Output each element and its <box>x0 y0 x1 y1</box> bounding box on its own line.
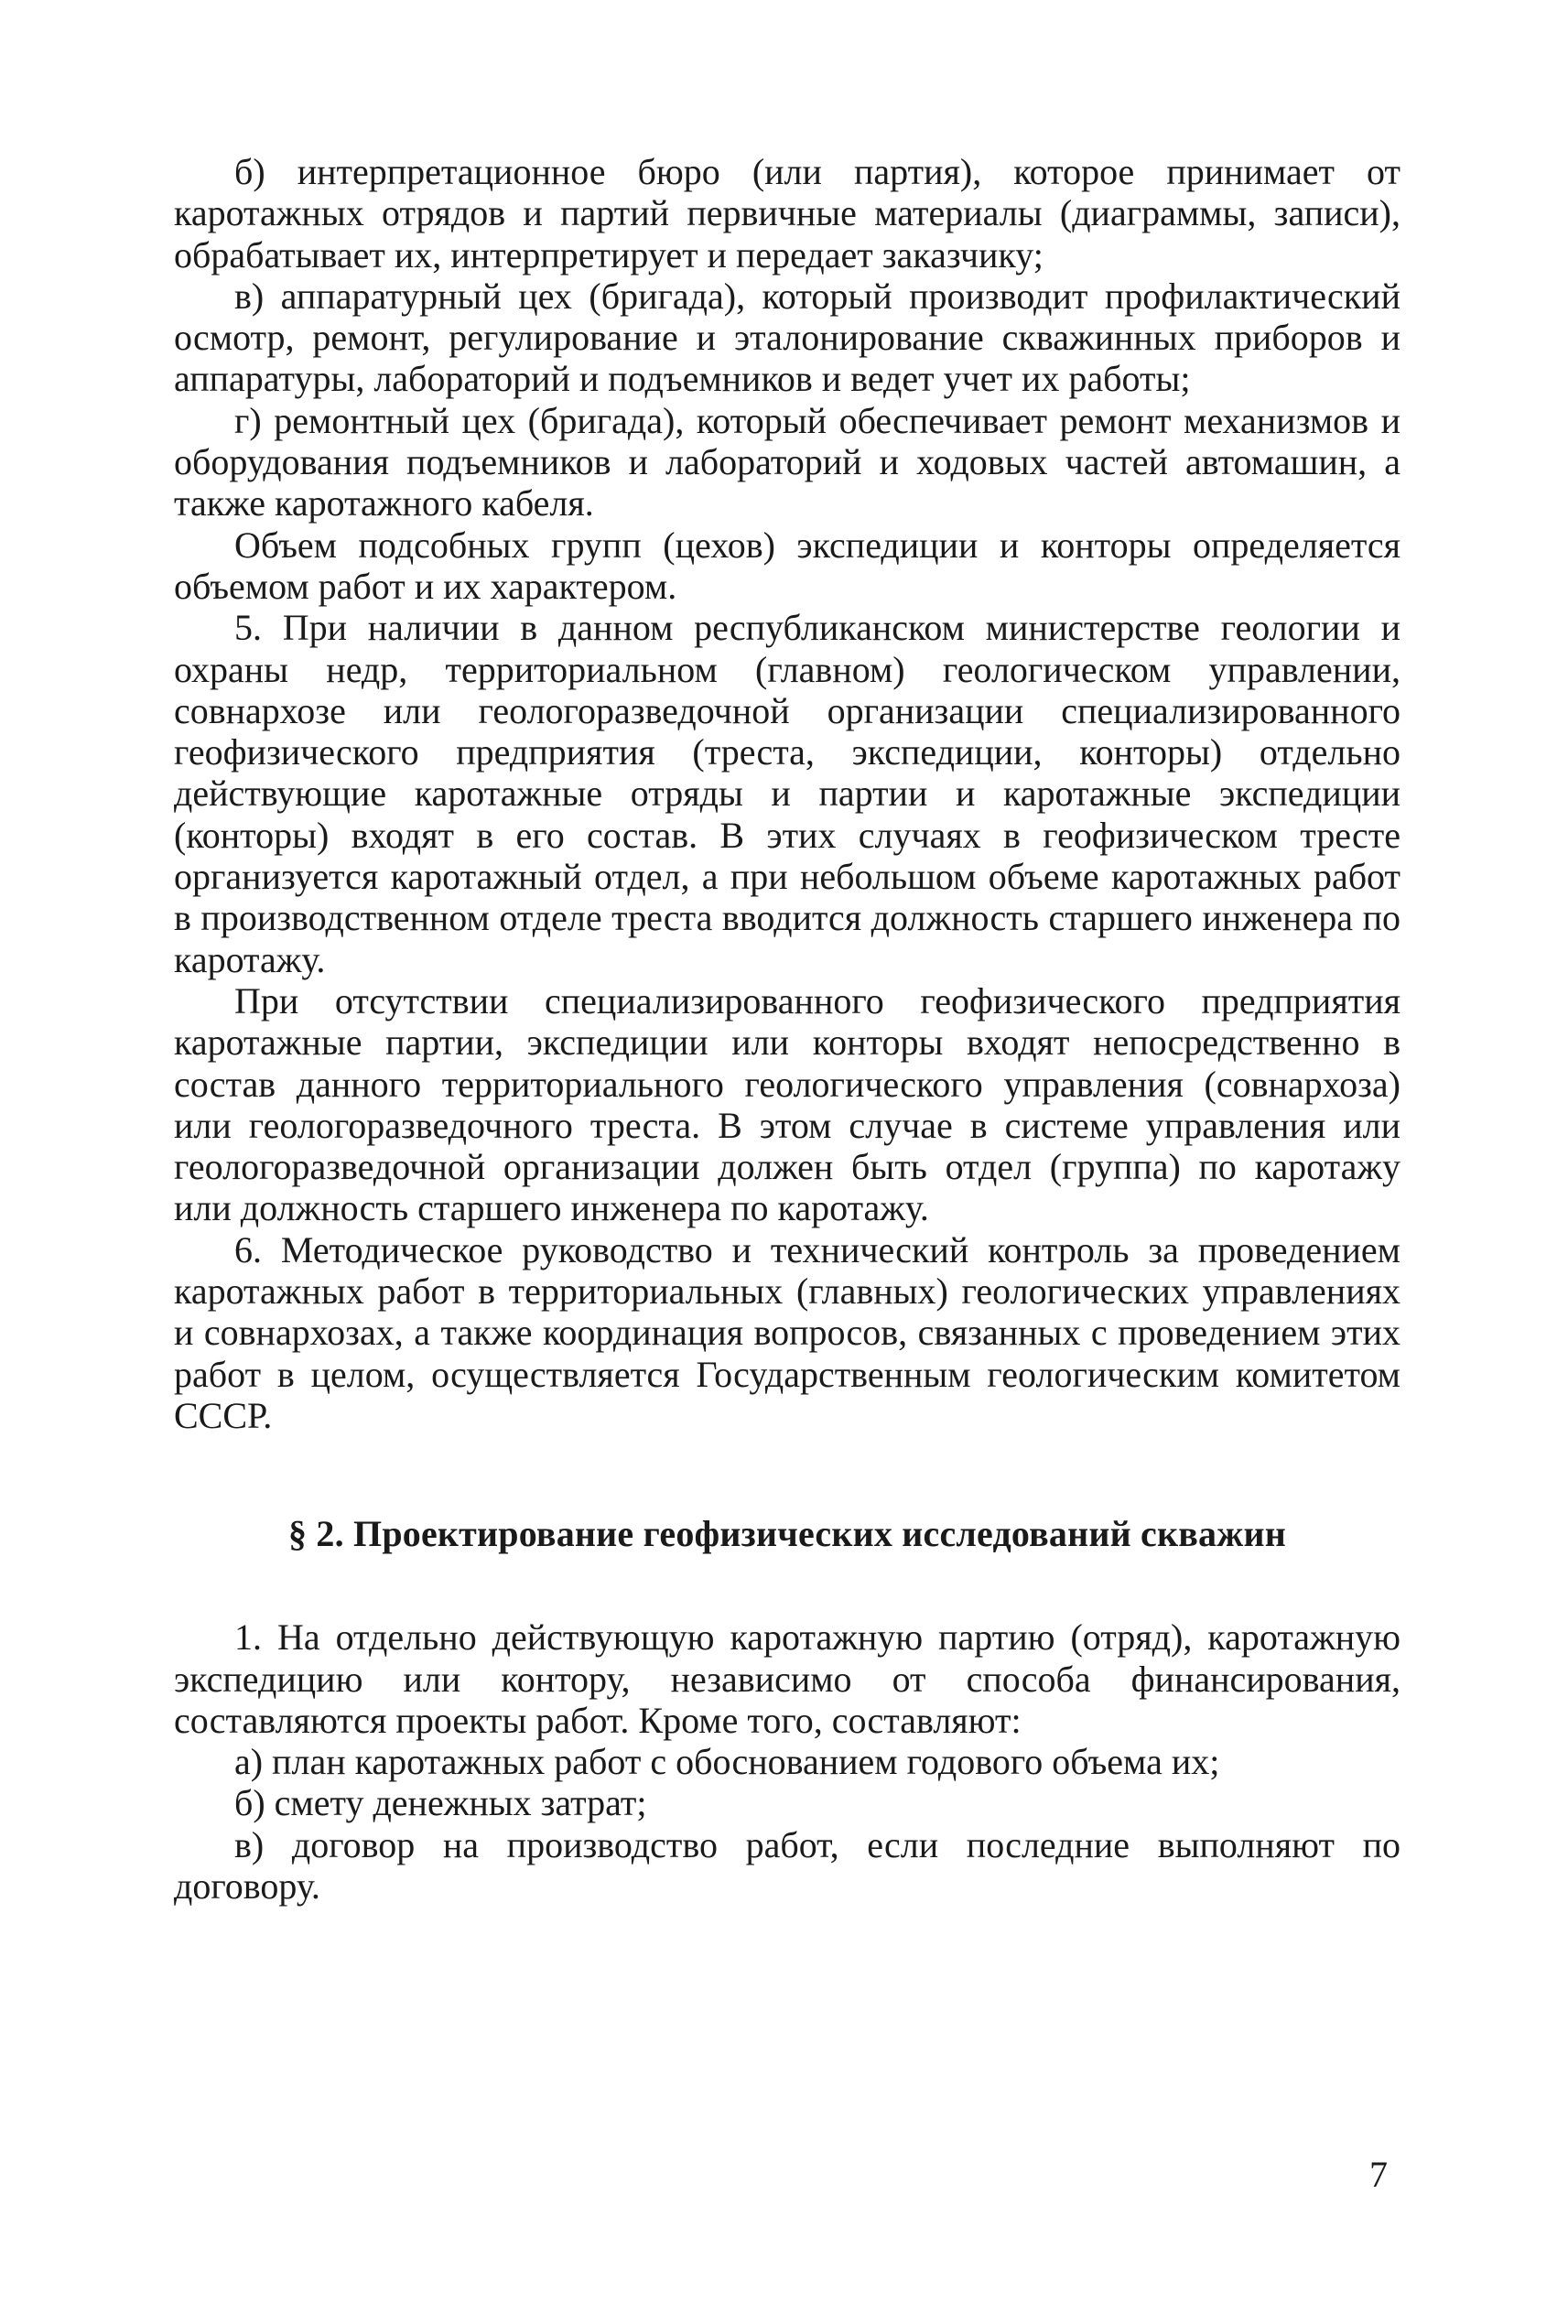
paragraph-no-specialized-enterprise: При отсутствии специализированного геофизического предприятия каротажные партии, экспедиции или конторы входят непосредственно в состав данного территориального геологического управления (совнархоза) или геологоразведочного треста. В этом случае в системе управления или геологоразведочной организации должен быть отдел (группа) по каротажу или должность старшего инженера по каротажу. <box>174 979 1400 1229</box>
paragraph-section2-item-1: 1. На отдельно действующую каротажную партию (отряд), каротажную экспедицию или контору, независимо от способа финансирования, составляются проекты работ. Кроме того, составляют: <box>174 1616 1400 1741</box>
paragraph-v-instrument-shop: в) аппаратурный цех (бригада), который производит профилактический осмотр, ремонт, регулирование и эталонирование скважинных приборов и аппаратуры, лабораторий и подъемников и ведет учет их работы; <box>174 275 1400 400</box>
paragraph-auxiliary-groups: Объем подсобных групп (цехов) экспедиции и конторы определяется объемом работ и их характером. <box>174 524 1400 607</box>
paragraph-b-interpretation-bureau: б) интерпретационное бюро (или партия), которое принимает от каротажных отрядов и партий первичные материалы (диаграммы, записи), обрабатывает их, интерпретирует и передает заказчику; <box>174 151 1400 276</box>
document-page <box>174 151 1400 1907</box>
paragraph-item-6: 6. Методическое руководство и технический контроль за проведением каротажных работ в территориальных (главных) геологических управлениях и совнархозах, а также координация вопросов, связанных с проведением этих работ в целом, осуществляется Государственным геологическим комитетом СССР. <box>174 1228 1400 1436</box>
paragraph-section2-item-a: а) план каротажных работ с обоснованием годового объема их; <box>234 1741 1220 1783</box>
paragraph-section2-item-v: в) договор на производство работ, если последние выполняют по договору. <box>174 1823 1400 1907</box>
paragraph-section2-item-b: б) смету денежных затрат; <box>234 1782 647 1824</box>
paragraph-g-repair-shop: г) ремонтный цех (бригада), который обеспечивает ремонт механизмов и оборудования подъемников и лабораторий и ходовых частей автомашин, а также каротажного кабеля. <box>174 399 1400 524</box>
section-heading: § 2. Проектирование геофизических исследований скважин <box>288 1513 1286 1555</box>
page-number: 7 <box>1369 2154 1388 2195</box>
paragraph-item-5: 5. При наличии в данном республиканском министерстве геологии и охраны недр, территориальном (главном) геологическом управлении, совнархозе или геологоразведочной организации специализированного геофизического предприятия (треста, экспедиции, конторы) отдельно действующие каротажные отряды и партии и каротажные экспедиции (конторы) входят в его состав. В этих случаях в геофизическом тресте организуется каротажный отдел, а при небольшом объеме каротажных работ в производственном отделе треста вводится должность старшего инженера по каротажу. <box>174 607 1400 980</box>
